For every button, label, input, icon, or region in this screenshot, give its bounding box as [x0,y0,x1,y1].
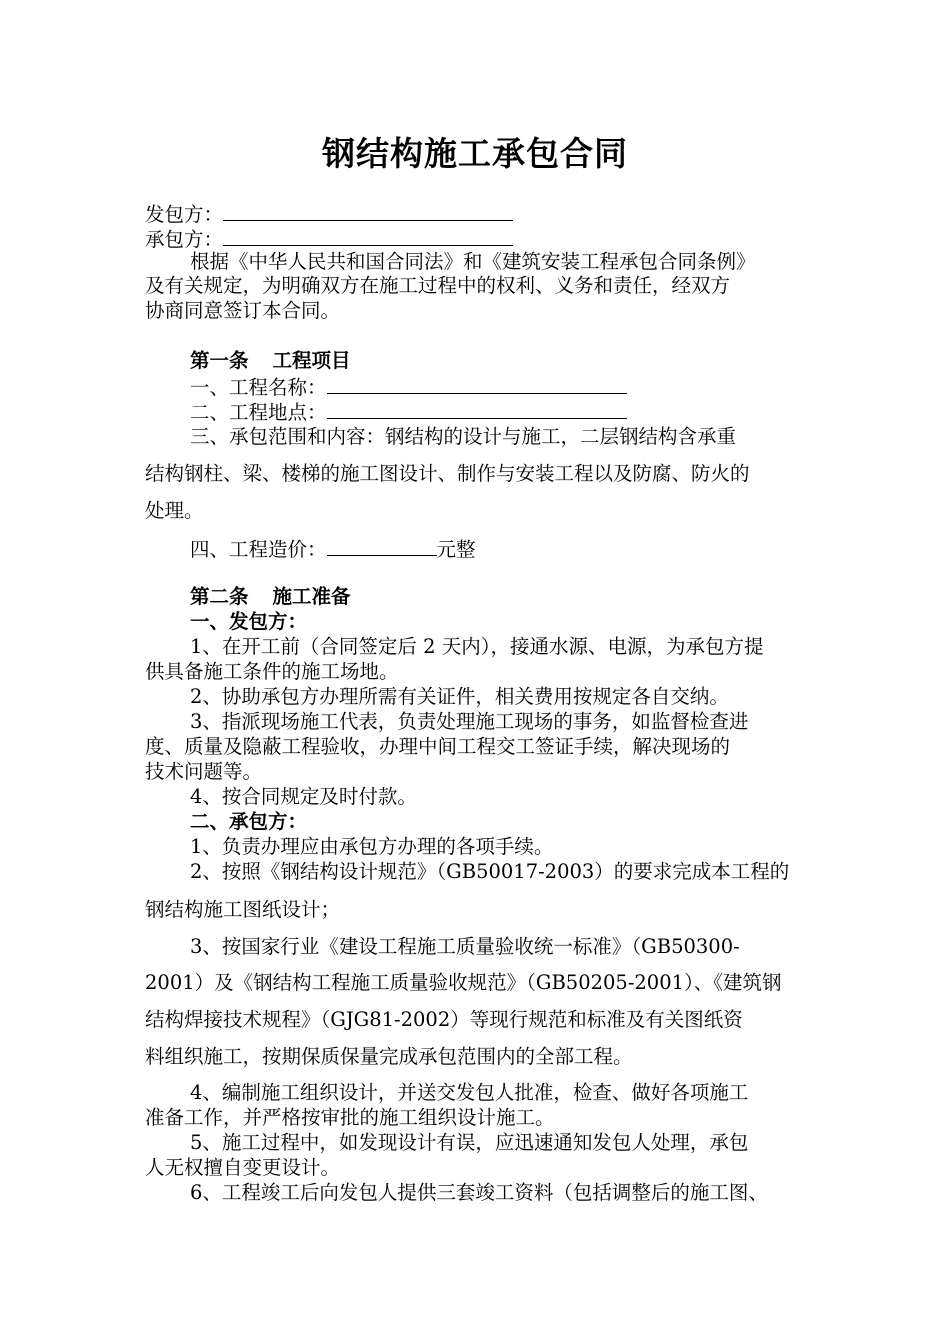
article-2-heading [190,584,351,610]
preamble-line: 根据《中华人民共和国合同法》和《建筑安装工程承包合同条例》 [190,250,756,273]
employer-duty-line: 3、指派现场施工代表，负责处理施工现场的事务，如监督检查进 [190,710,749,733]
employer-duty-line: 技术问题等。 [145,760,263,783]
project-location-label: 二、工程地点： [190,401,327,424]
employer-blank [223,200,513,221]
employer-duty-line: 2、协助承包方办理所需有关证件，相关费用按规定各自交纳。 [190,685,729,708]
scope-line: 三、承包范围和内容：钢结构的设计与施工，二层钢结构含承重 [190,425,737,448]
project-name-line [190,373,627,401]
project-location-blank [327,398,627,419]
contractor-section-heading: 二、承包方： [190,810,308,833]
employer-label: 发包方： [145,203,224,226]
contractor-duty-line: 3、按国家行业《建设工程施工质量验收统一标准》（GB50300- [190,935,740,958]
article-1-number: 第一条 [190,349,249,372]
preamble-line: 协商同意签订本合同。 [145,299,341,322]
contractor-duty-line: 人无权擅自变更设计。 [145,1156,341,1179]
contractor-duty-line: 钢结构施工图纸设计； [145,898,341,921]
employer-section-heading: 一、发包方： [190,610,308,633]
contractor-duty-line: 5、施工过程中，如发现设计有误，应迅速通知发包人处理，承包 [190,1131,749,1154]
employer-line [145,200,513,228]
employer-duty-line: 4、按合同规定及时付款。 [190,785,417,808]
contractor-duty-line: 1、负责办理应由承包方办理的各项手续。 [190,835,554,858]
project-price-blank [327,535,437,556]
project-price-label: 四、工程造价： [190,538,327,561]
contractor-duty-line: 4、编制施工组织设计，并送交发包人批准，检查、做好各项施工 [190,1081,749,1104]
scope-line: 处理。 [145,499,204,522]
article-2-number: 第二条 [190,585,249,608]
project-price-unit: 元整 [436,538,476,561]
preamble-line: 及有关规定，为明确双方在施工过程中的权利、义务和责任，经双方 [145,274,731,297]
article-2-title: 施工准备 [272,585,351,608]
contractor-duty-line: 料组织施工，按期保质保量完成承包范围内的全部工程。 [145,1045,633,1068]
employer-duty-line: 度、质量及隐蔽工程验收，办理中间工程交工签证手续，解决现场的 [145,735,731,758]
employer-duty-line: 1、在开工前（合同签定后 2 天内），接通水源、电源，为承包方提 [190,635,764,658]
contractor-label: 承包方： [145,228,224,251]
contractor-blank [223,225,513,246]
project-name-blank [327,373,627,394]
contractor-duty-line: 准备工作，并严格按审批的施工组织设计施工。 [145,1106,555,1129]
article-1-title: 工程项目 [272,349,351,372]
contractor-duty-line: 2001）及《钢结构工程施工质量验收规范》（GB50205-2001）、《建筑钢 [145,971,782,994]
scope-line: 结构钢柱、梁、楼梯的施工图设计、制作与安装工程以及防腐、防火的 [145,462,750,485]
contractor-duty-line: 2、按照《钢结构设计规范》（GB50017-2003）的要求完成本工程的 [190,860,790,883]
contract-title: 钢结构施工承包合同 [322,134,628,173]
project-name-label: 一、工程名称： [190,376,327,399]
employer-duty-line: 供具备施工条件的施工场地。 [145,660,399,683]
contractor-duty-line: 结构焊接技术规程》（GJG81-2002）等现行规范和标准及有关图纸资 [145,1008,743,1031]
project-price-line [190,535,476,563]
project-location-line [190,398,627,426]
contractor-duty-line: 6、工程竣工后向发包人提供三套竣工资料（包括调整后的施工图、 [190,1181,768,1204]
article-1-heading [190,348,351,374]
